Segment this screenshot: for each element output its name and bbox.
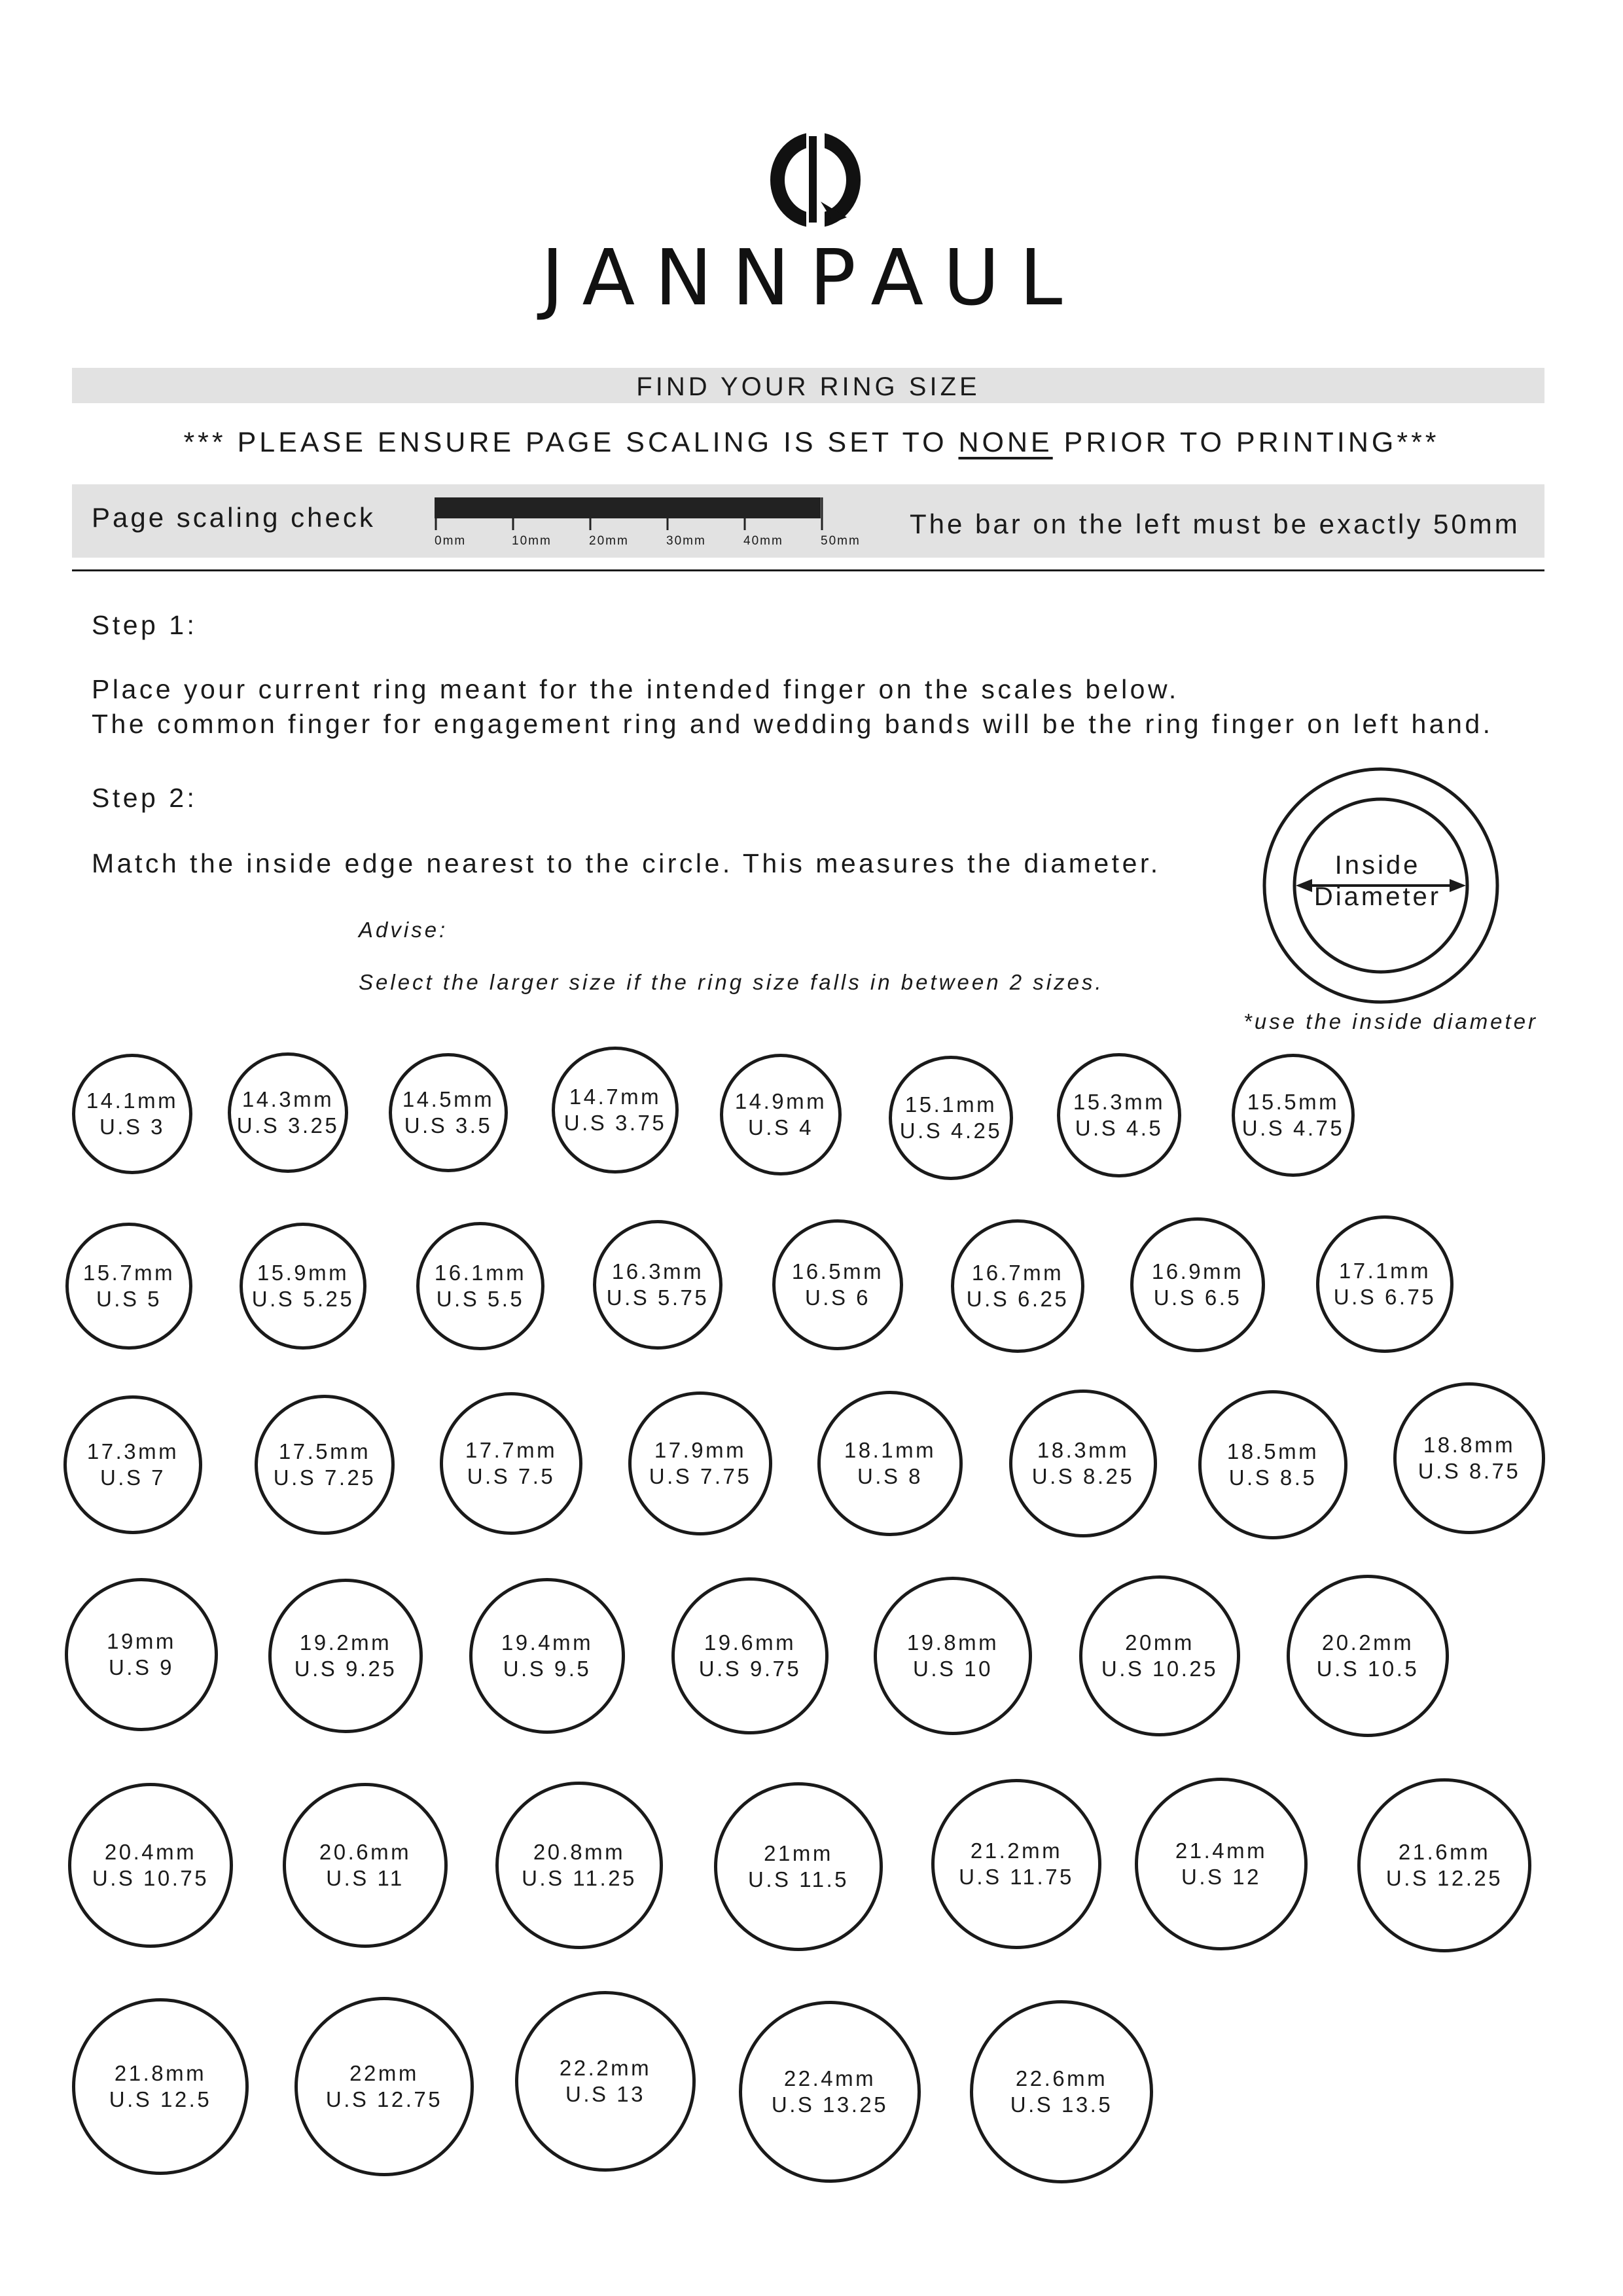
scaling-check-label: Page scaling check — [92, 502, 376, 533]
ring-size-us: U.S 11.25 — [522, 1866, 637, 1890]
ring-size-mm: 15.5mm — [1247, 1090, 1340, 1114]
ring-size-us: U.S 10.75 — [92, 1866, 209, 1890]
ring-size-circle — [240, 1223, 366, 1350]
ring-size-circle — [268, 1579, 423, 1733]
scale-tick-label: 0mm — [435, 534, 467, 548]
ring-size-mm: 17.9mm — [654, 1438, 747, 1462]
ring-size-us: U.S 4.5 — [1075, 1116, 1164, 1140]
scale-tick-label: 40mm — [743, 534, 783, 548]
ring-size-circle — [1009, 1390, 1157, 1537]
ring-size-us: U.S 11.75 — [959, 1865, 1074, 1889]
ring-size-circle — [889, 1056, 1013, 1180]
ring-size-mm: 14.9mm — [734, 1089, 827, 1113]
ring-size-mm: 19.6mm — [704, 1630, 796, 1655]
ring-size-circle — [720, 1054, 842, 1175]
ring-size-us: U.S 4 — [747, 1115, 814, 1139]
ring-size-us: U.S 9.5 — [503, 1657, 592, 1681]
ring-size-mm: 21mm — [764, 1841, 833, 1865]
ring-size-circle — [772, 1219, 903, 1350]
scale-tick-label: 30mm — [666, 534, 706, 548]
ring-size-us: U.S 9 — [108, 1655, 175, 1679]
ring-size-mm: 18.8mm — [1423, 1433, 1516, 1457]
ring-size-us: U.S 12 — [1181, 1865, 1261, 1889]
ring-size-mm: 14.7mm — [569, 1085, 662, 1109]
ring-size-us: U.S 10 — [913, 1657, 993, 1681]
ring-size-circle — [1057, 1053, 1181, 1177]
ring-size-circle — [1130, 1217, 1265, 1352]
ring-size-circle — [1287, 1575, 1449, 1737]
diagram-label-diameter: Diameter — [1313, 882, 1442, 911]
ring-size-circle — [951, 1219, 1084, 1353]
ring-size-mm: 17.5mm — [278, 1439, 371, 1463]
ring-size-us: U.S 13.25 — [771, 2092, 889, 2117]
ring-size-us: U.S 5.25 — [251, 1287, 355, 1311]
warning-emphasis: NONE — [958, 427, 1053, 458]
ring-size-us: U.S 7.75 — [649, 1464, 752, 1488]
ring-size-mm: 15.9mm — [257, 1261, 349, 1285]
scaling-check-note: The bar on the left must be exactly 50mm — [910, 509, 1520, 539]
ring-size-circle — [671, 1577, 829, 1734]
ring-size-mm: 21.2mm — [970, 1839, 1063, 1863]
ring-size-us: U.S 10.25 — [1101, 1657, 1219, 1681]
ring-size-circle — [389, 1053, 508, 1172]
ring-size-circle — [283, 1783, 448, 1948]
ring-size-mm: 15.3mm — [1073, 1090, 1166, 1114]
ring-size-mm: 16.7mm — [971, 1261, 1064, 1285]
ring-size-mm: 22.6mm — [1015, 2066, 1108, 2090]
step1-title: Step 1: — [92, 610, 198, 640]
ring-size-us: U.S 11 — [326, 1866, 404, 1890]
ring-size-us: U.S 10.5 — [1316, 1657, 1419, 1681]
ring-size-circle — [68, 1783, 233, 1948]
ring-size-us: U.S 5 — [96, 1287, 162, 1311]
ring-size-circle — [469, 1578, 625, 1734]
ring-size-mm: 22mm — [349, 2061, 419, 2085]
ring-size-mm: 22.2mm — [559, 2056, 652, 2080]
ring-size-us: U.S 6.75 — [1333, 1285, 1436, 1309]
ring-size-mm: 18.5mm — [1226, 1439, 1319, 1463]
ring-size-circle — [552, 1047, 679, 1174]
ring-size-circle — [1198, 1390, 1347, 1539]
ring-size-us: U.S 12.75 — [325, 2087, 443, 2111]
ring-size-circle — [1357, 1778, 1531, 1952]
ring-size-circle — [739, 2001, 921, 2183]
advise-title: Advise: — [359, 918, 448, 942]
ring-size-circle — [1079, 1575, 1240, 1736]
ring-size-mm: 19mm — [107, 1629, 176, 1653]
ring-size-us: U.S 6 — [804, 1285, 871, 1310]
ring-size-us: U.S 7 — [99, 1465, 166, 1490]
diagram-label-inside: Inside — [1334, 851, 1421, 880]
ring-size-mm: 15.7mm — [82, 1261, 175, 1285]
scale-tick-label: 20mm — [589, 534, 629, 548]
ring-size-us: U.S 8.5 — [1228, 1465, 1317, 1490]
ring-size-mm: 22.4mm — [783, 2066, 876, 2090]
printing-warning — [0, 427, 1623, 459]
warning-text-pre: *** PLEASE ENSURE PAGE SCALING IS SET TO — [183, 427, 959, 458]
ring-size-mm: 20.6mm — [319, 1840, 412, 1864]
warning-text-post: PRIOR TO PRINTING*** — [1052, 427, 1440, 458]
ring-size-us: U.S 5.75 — [606, 1285, 709, 1310]
ring-size-mm: 19.8mm — [906, 1630, 999, 1655]
ring-size-mm: 16.3mm — [611, 1259, 704, 1283]
ring-size-mm: 16.9mm — [1151, 1259, 1244, 1283]
ring-size-mm: 17.1mm — [1338, 1259, 1431, 1283]
ring-size-mm: 14.3mm — [241, 1087, 334, 1111]
step1-line1: Place your current ring meant for the intended finger on the scales below. — [92, 674, 1179, 704]
ring-size-circle — [874, 1577, 1032, 1735]
divider — [72, 569, 1544, 571]
ring-size-mm: 16.5mm — [791, 1259, 884, 1283]
ring-size-circle — [63, 1395, 202, 1534]
ring-size-mm: 17.3mm — [86, 1439, 179, 1463]
ring-size-us: U.S 12.5 — [109, 2087, 212, 2111]
ring-size-us: U.S 12.25 — [1385, 1866, 1503, 1890]
ring-size-circle — [714, 1782, 883, 1951]
ring-size-circle — [1393, 1382, 1545, 1534]
ring-size-circle — [495, 1782, 663, 1949]
page-title: FIND YOUR RING SIZE — [72, 368, 1544, 403]
ring-size-circle — [294, 1997, 474, 2176]
ring-size-mm: 18.1mm — [844, 1438, 936, 1462]
ring-size-mm: 21.8mm — [114, 2061, 207, 2085]
ring-size-circle — [1232, 1054, 1355, 1177]
ring-size-mm: 16.1mm — [434, 1261, 527, 1285]
ring-size-circle — [228, 1052, 348, 1173]
ring-size-mm: 17.7mm — [465, 1438, 558, 1462]
ring-size-circle — [628, 1391, 772, 1535]
scale-tick-label: 50mm — [821, 534, 861, 548]
ring-size-us: U.S 7.5 — [467, 1464, 556, 1488]
brand-name: JANNPAUL — [541, 232, 1082, 323]
ring-size-us: U.S 6.25 — [966, 1287, 1069, 1311]
ring-size-us: U.S 13 — [565, 2082, 645, 2106]
ring-size-us: U.S 3.75 — [563, 1111, 667, 1135]
ring-size-circle — [416, 1222, 544, 1350]
ring-size-circle — [515, 1991, 696, 2172]
step2-text: Match the inside edge nearest to the circle. This measures the diameter. — [92, 848, 1161, 878]
ring-size-circle — [593, 1220, 722, 1350]
ring-size-us: U.S 11.5 — [748, 1867, 849, 1892]
ring-size-mm: 20mm — [1125, 1630, 1194, 1655]
ring-size-mm: 18.3mm — [1037, 1438, 1130, 1462]
ring-size-us: U.S 7.25 — [273, 1465, 376, 1490]
advise-text: Select the larger size if the ring size falls in between 2 sizes. — [359, 970, 1104, 994]
ring-size-mm: 15.1mm — [904, 1092, 997, 1117]
ring-size-mm: 14.1mm — [86, 1088, 179, 1113]
ring-size-mm: 21.6mm — [1398, 1840, 1491, 1864]
scale-tick-label: 10mm — [512, 534, 552, 548]
ring-size-us: U.S 8.75 — [1418, 1459, 1521, 1483]
ring-size-us: U.S 8 — [857, 1464, 923, 1488]
ring-size-us: U.S 13.5 — [1010, 2092, 1113, 2117]
ring-size-circle — [65, 1223, 192, 1350]
inside-diameter-note: *use the inside diameter — [1243, 1009, 1539, 1033]
ring-size-circle — [65, 1578, 218, 1731]
ring-size-mm: 21.4mm — [1175, 1839, 1268, 1863]
ring-size-circle — [970, 2000, 1153, 2183]
ring-size-mm: 20.2mm — [1321, 1630, 1414, 1655]
ring-size-us: U.S 4.25 — [899, 1119, 1003, 1143]
ring-size-us: U.S 3 — [99, 1115, 166, 1139]
ring-size-us: U.S 9.25 — [294, 1657, 397, 1681]
ring-size-circle — [255, 1395, 395, 1535]
ring-size-circle — [72, 1998, 249, 2175]
step2-title: Step 2: — [92, 783, 198, 813]
ring-size-circle — [72, 1054, 192, 1174]
ring-size-mm: 20.4mm — [104, 1840, 197, 1864]
jannpaul-logo-icon — [770, 131, 861, 229]
ring-size-mm: 19.4mm — [501, 1630, 594, 1655]
ring-size-mm: 14.5mm — [402, 1087, 495, 1111]
scale-bar — [435, 497, 821, 518]
ring-size-circle — [440, 1392, 582, 1535]
ring-size-circle — [817, 1391, 963, 1536]
ring-size-us: U.S 9.75 — [698, 1657, 802, 1681]
ring-size-mm: 20.8mm — [533, 1840, 626, 1864]
scaling-ruler — [432, 492, 864, 552]
ring-size-circle — [1135, 1778, 1308, 1950]
ring-size-us: U.S 8.25 — [1031, 1464, 1135, 1488]
ring-size-us: U.S 5.5 — [436, 1287, 525, 1311]
ring-size-us: U.S 3.5 — [404, 1113, 493, 1138]
step1-line2: The common finger for engagement ring and wedding bands will be the ring finger on left hand. — [92, 709, 1493, 739]
ring-size-us: U.S 3.25 — [236, 1113, 340, 1138]
ring-size-mm: 19.2mm — [299, 1630, 392, 1655]
ring-size-circle — [931, 1779, 1101, 1949]
ring-size-circle — [1316, 1215, 1454, 1353]
ring-size-us: U.S 6.5 — [1153, 1285, 1242, 1310]
ring-size-us: U.S 4.75 — [1241, 1116, 1345, 1140]
